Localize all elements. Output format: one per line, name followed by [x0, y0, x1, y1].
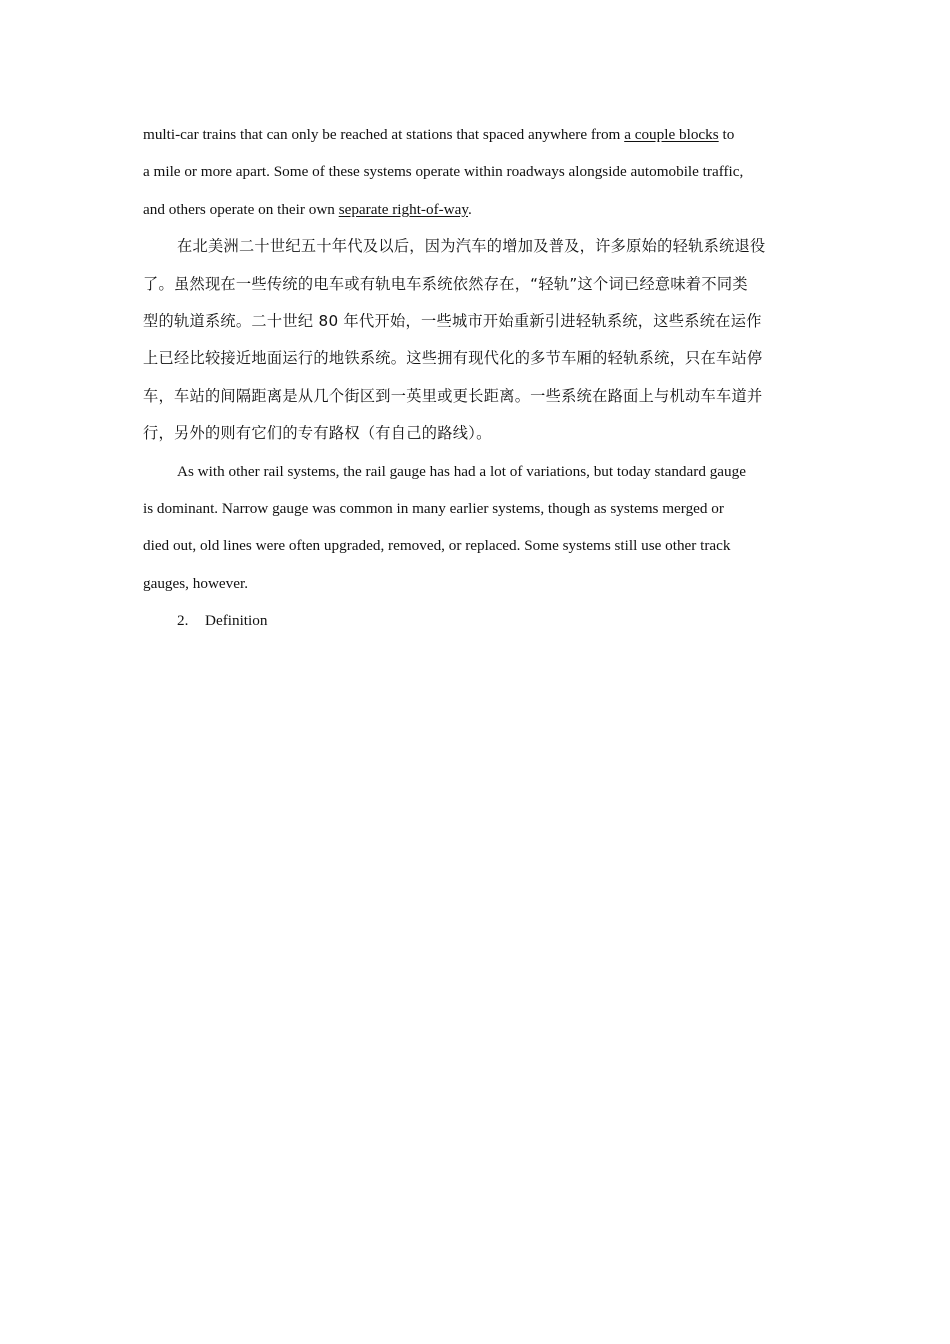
document-page	[143, 116, 807, 640]
text-line: and others operate on their own separate right-of-way.	[143, 200, 472, 218]
text-line: died out, old lines were often upgraded, removed, or replaced. Some systems still use other track	[143, 537, 731, 555]
text-line: 在北美洲二十世纪五十年代及以后，因为汽车的增加及普及，许多原始的轻轨系统退役	[177, 237, 766, 256]
text-line: multi-car trains that can only be reached at stations that spaced anywhere from a couple blocks to	[143, 126, 735, 143]
text-line: 车，车站的间隔距离是从几个街区到一英里或更长距离。一些系统在路面上与机动车车道并	[143, 386, 763, 405]
text-line: is dominant. Narrow gauge was common in many earlier systems, though as systems merged or	[143, 500, 724, 518]
paragraph-english-2	[143, 453, 807, 603]
text-line: a mile or more apart. Some of these systems operate within roadways alongside automobile traffic,	[143, 163, 744, 181]
text-line: 了。虽然现在一些传统的电车或有轨电车系统依然存在，“轻轨”这个词已经意味着不同类	[143, 274, 748, 293]
section-number: 2.	[177, 612, 189, 630]
section-heading	[143, 602, 807, 639]
paragraph-chinese-1	[143, 228, 807, 452]
text-line: 型的轨道系统。二十世纪 80 年代开始，一些城市开始重新引进轻轨系统，这些系统在运作	[143, 312, 762, 331]
paragraph-english-1	[143, 116, 807, 228]
underlined-phrase: a couple blocks	[624, 126, 719, 143]
text-line: 行，另外的则有它们的专有路权（有自己的路线）。	[143, 424, 492, 443]
section-title: Definition	[205, 612, 268, 630]
text-line: 上已经比较接近地面运行的地铁系统。这些拥有现代化的多节车厢的轻轨系统，只在车站停	[143, 349, 763, 368]
underlined-phrase: separate right-of-way	[338, 200, 468, 218]
text-line: gauges, however.	[143, 574, 249, 592]
text-line: As with other rail systems, the rail gauge has had a lot of variations, but today standard gauge	[177, 462, 746, 480]
